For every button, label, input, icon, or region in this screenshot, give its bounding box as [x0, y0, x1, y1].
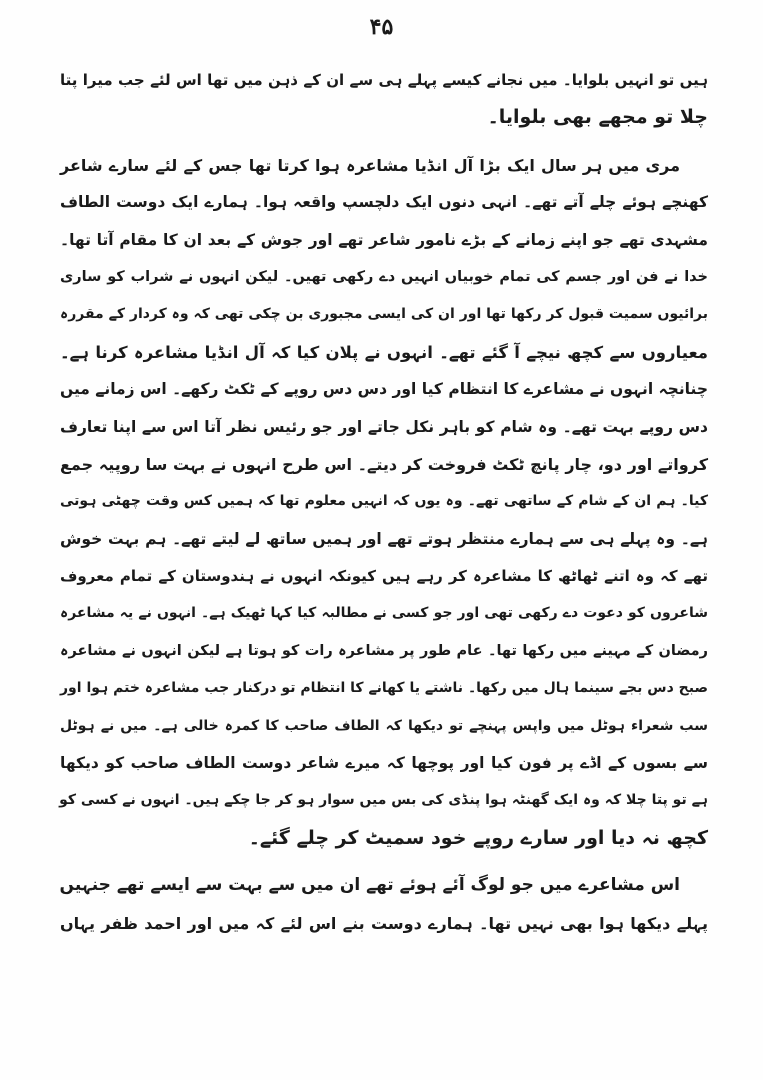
text-line: سے بسوں کے اڈے پر فون کیا اور پوچھا کہ میرے شاعر دوست الطاف صاحب کو دیکھا	[60, 754, 708, 773]
text-line: کیا۔ ہم ان کے شام کے ساتھی تھے۔ وہ یوں کہ انہیں معلوم تھا کہ ہمیں کس وقت چھٹی ہوتی	[60, 493, 708, 510]
text-line: صبح دس بجے سینما ہال میں رکھا۔ ناشتے یا کھانے کا انتظام تو درکنار جب مشاعرہ ختم ہوا اور	[60, 680, 708, 697]
paragraph	[60, 867, 708, 942]
page-number: ۴۵	[369, 14, 394, 40]
text-line: مری میں ہر سال ایک بڑا آل انڈیا مشاعرہ ہوا کرتا تھا جس کے لئے سارے شاعر	[60, 155, 680, 175]
text-line: ہے تو پتا چلا کہ وہ ایک گھنٹہ ہوا پنڈی کی بس میں سوار ہو کر جا چکے ہیں۔ انہوں نے کسی کو	[59, 792, 708, 809]
paragraph	[60, 62, 708, 137]
paragraph	[60, 147, 708, 857]
text-line: اس مشاعرے میں جو لوگ آئے ہوئے تھے ان میں سے بہت سے ایسے تھے جنہیں	[59, 875, 680, 896]
text-line: برائیوں سمیت قبول کر رکھا تھا اور ان کی ایسی مجبوری بن چکی تھی کہ وہ کردار کے مقررہ	[60, 306, 708, 323]
text-line: چلا تو مجھے بھی بلوایا۔	[487, 106, 708, 129]
text-line: پہلے دیکھا ہوا بھی نہیں تھا۔ ہمارے دوست بنے اس لئے کہ میں اور احمد ظفر یہاں	[60, 913, 708, 933]
text-line: معیاروں سے کچھ نیچے آ گئے تھے۔ انہوں نے پلان کیا کہ آل انڈیا مشاعرہ کرنا ہے۔	[60, 342, 708, 362]
text-line: دس روپے بہت تھے۔ وہ شام کو باہر نکل جاتے اور جو رئیس نظر آتا اس سے اپنا تعارف	[60, 417, 708, 436]
text-line: شاعروں کو دعوت دے رکھی تھی اور جو کسی نے مطالبہ کیا کہا ٹھیک ہے۔ انہوں نے یہ مشاعرہ	[60, 605, 708, 622]
text-line: ہیں تو انہیں بلوایا۔ میں نجانے کیسے پہلے ہی سے ان کے ذہن میں تھا اس لئے جب میرا پتا	[60, 71, 708, 89]
urdu-text-body	[60, 62, 708, 942]
text-line: چنانچہ انہوں نے مشاعرے کا انتظام کیا اور دس دس روپے کے ٹکٹ رکھے۔ اس زمانے میں	[60, 380, 708, 399]
text-line: کھنچے ہوئے چلے آتے تھے۔ انہی دنوں ایک دلچسپ واقعہ ہوا۔ ہمارے ایک دوست الطاف	[60, 193, 708, 212]
text-line: رمضان کے مہینے میں رکھا تھا۔ عام طور پر مشاعرہ رات کو ہوتا ہے لیکن انہوں نے مشاعرہ	[60, 642, 708, 659]
text-line: خدا نے فن اور جسم کی تمام خوبیاں انہیں دے رکھی تھیں۔ لیکن انہوں نے شراب کو ساری	[60, 268, 708, 285]
text-line: ہے۔ وہ پہلے ہی سے ہمارے منتظر ہوتے تھے اور ہمیں ساتھ لے لیتے تھے۔ ہم بہت خوش	[60, 529, 708, 548]
text-line: سب شعراء ہوٹل میں واپس پہنچے تو دیکھا کہ الطاف صاحب کا کمرہ خالی ہے۔ میں نے ہوٹل	[60, 717, 708, 734]
text-line: کچھ نہ دیا اور سارے روپے خود سمیٹ کر چلے گئے۔	[248, 826, 708, 849]
text-line: تھے کہ وہ اتنے ٹھاٹھ کا مشاعرہ کر رہے ہیں کیونکہ انہوں نے ہندوستان کے تمام معروف	[60, 567, 708, 586]
text-line: مشہدی تھے جو اپنے زمانے کے بڑے نامور شاعر تھے اور جوش کے بعد ان کا مقام آتا تھا۔	[60, 230, 708, 249]
text-line: کرواتے اور دو، چار پانچ ٹکٹ فروخت کر دیتے۔ اس طرح انہوں نے بہت سا روپیہ جمع	[60, 454, 708, 474]
